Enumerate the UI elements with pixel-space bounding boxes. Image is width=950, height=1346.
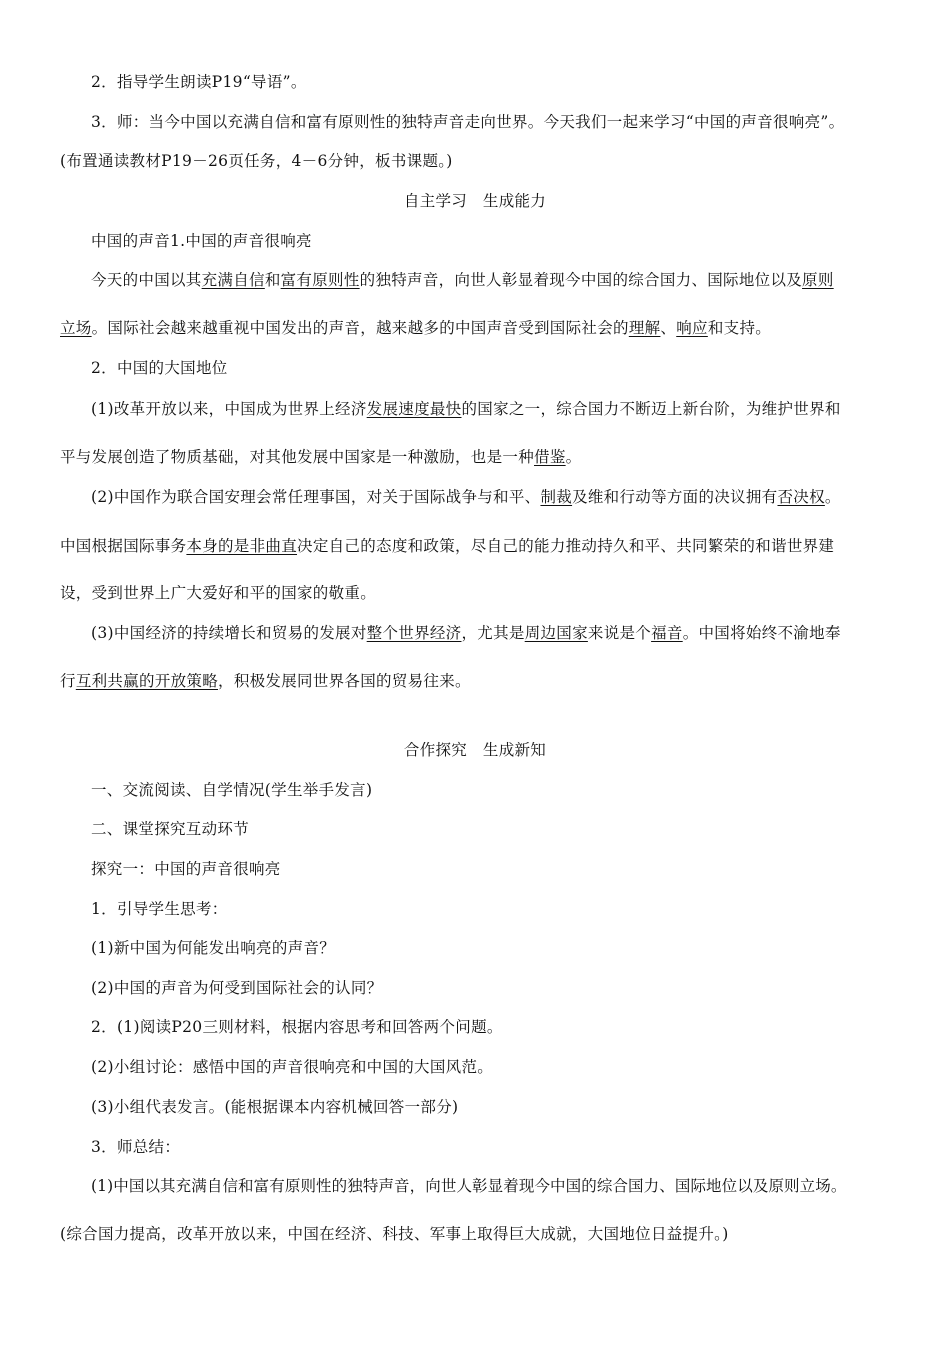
text-run: 中国根据国际事务 bbox=[60, 537, 187, 555]
cooperate-line-4: 1．引导学生思考： bbox=[91, 900, 228, 918]
underlined-term: 互利共赢的开放策略 bbox=[75, 672, 219, 690]
text-run: 和 bbox=[264, 271, 281, 289]
underlined-term: 原则 bbox=[802, 271, 834, 289]
underlined-term: 制裁 bbox=[540, 488, 573, 506]
text-run: 、 bbox=[660, 319, 677, 337]
text-run: 和支持。 bbox=[707, 319, 772, 337]
section-heading-cooperate: 合作探究 生成新知 bbox=[403, 741, 547, 759]
underlined-term: 否决权 bbox=[777, 488, 825, 506]
text-run: 来说是个 bbox=[587, 624, 652, 642]
cooperate-line-5: (1)新中国为何能发出响亮的声音？ bbox=[91, 939, 336, 957]
intro-note: (布置通读教材P19－26页任务，4－6分钟，板书课题。) bbox=[60, 152, 453, 170]
text-run: 。 bbox=[565, 448, 582, 466]
underlined-term: 借鉴 bbox=[534, 448, 566, 466]
paragraph-status-2-line-3: 设，受到世界上广大爱好和平的国家的敬重。 bbox=[60, 584, 377, 602]
cooperate-line-9: (3)小组代表发言。(能根据课本内容机械回答一部分) bbox=[91, 1098, 459, 1116]
underlined-term: 响应 bbox=[676, 319, 708, 337]
paragraph-voice-line-2 bbox=[0, 317, 950, 339]
paragraph-status-1-line-2 bbox=[0, 446, 950, 468]
text-run: (3)中国经济的持续增长和贸易的发展对 bbox=[91, 624, 367, 642]
text-run: 。中国将始终不渝地奉 bbox=[682, 624, 841, 642]
text-run: 的独特声音，向世人彰显着现今中国的综合国力、国际地位以及 bbox=[359, 271, 803, 289]
underlined-term: 周边国家 bbox=[524, 624, 588, 642]
underlined-term: 福音 bbox=[651, 624, 683, 642]
text-run: ，尤其是 bbox=[461, 624, 525, 642]
paragraph-status-3-line-2 bbox=[0, 670, 950, 692]
section-heading-self-study: 自主学习 生成能力 bbox=[403, 192, 547, 210]
text-run: 。 bbox=[824, 488, 841, 506]
intro-item-3: 3．师：当今中国以充满自信和富有原则性的独特声音走向世界。今天我们一起来学习“中国的声音很响亮”。 bbox=[91, 113, 845, 131]
text-run: 。国际社会越来越重视中国发出的声音，越来越多的中国声音受到国际社会的 bbox=[91, 319, 629, 337]
cooperate-line-3: 探究一：中国的声音很响亮 bbox=[91, 860, 281, 878]
underlined-term: 理解 bbox=[628, 319, 661, 337]
text-run: 行 bbox=[60, 672, 76, 690]
text-run: 的国家之一，综合国力不断迈上新台阶，为维护世界和 bbox=[461, 400, 841, 418]
intro-item-2: 2．指导学生朗读P19“导语”。 bbox=[91, 73, 307, 91]
paragraph-status-1-line-1 bbox=[0, 398, 950, 420]
underlined-term: 充满自信 bbox=[201, 271, 265, 289]
text-run: ，积极发展同世界各国的贸易往来。 bbox=[218, 672, 471, 690]
cooperate-line-6: (2)中国的声音为何受到国际社会的认同？ bbox=[91, 979, 383, 997]
cooperate-line-2: 二、课堂探究互动环节 bbox=[91, 820, 250, 838]
text-run: (2)中国作为联合国安理会常任理事国，对关于国际战争与和平、 bbox=[91, 488, 541, 506]
cooperate-line-11: (1)中国以其充满自信和富有原则性的独特声音，向世人彰显着现今中国的综合国力、国际地位以及原则立场。 bbox=[91, 1177, 847, 1195]
paragraph-status-2-line-2 bbox=[0, 535, 950, 557]
text-run: (1)改革开放以来，中国成为世界上经济 bbox=[91, 400, 367, 418]
subheading-chinese-voice: 中国的声音1.中国的声音很响亮 bbox=[91, 232, 312, 250]
cooperate-line-1: 一、交流阅读、自学情况(学生举手发言) bbox=[91, 781, 373, 799]
text-run: 决定自己的态度和政策，尽自己的能力推动持久和平、共同繁荣的和谐世界建 bbox=[297, 537, 835, 555]
cooperate-line-12: (综合国力提高，改革开放以来，中国在经济、科技、军事上取得巨大成就，大国地位日益提升。) bbox=[60, 1225, 729, 1243]
underlined-term: 富有原则性 bbox=[280, 271, 360, 289]
underlined-term: 立场 bbox=[60, 319, 92, 337]
cooperate-line-8: (2)小组讨论：感悟中国的声音很响亮和中国的大国风范。 bbox=[91, 1058, 494, 1076]
text-run: 平与发展创造了物质基础，对其他发展中国家是一种激励，也是一种 bbox=[60, 448, 535, 466]
cooperate-line-7: 2．(1)阅读P20三则材料，根据内容思考和回答两个问题。 bbox=[91, 1018, 503, 1036]
underlined-term: 本身的是非曲直 bbox=[186, 537, 298, 555]
paragraph-voice-line-1 bbox=[0, 269, 950, 291]
text-run: 及维和行动等方面的决议拥有 bbox=[572, 488, 778, 506]
paragraph-status-2-line-1 bbox=[0, 486, 950, 508]
subheading-great-power: 2．中国的大国地位 bbox=[91, 359, 228, 377]
underlined-term: 发展速度最快 bbox=[366, 400, 462, 418]
text-run: 今天的中国以其 bbox=[91, 271, 202, 289]
cooperate-line-10: 3．师总结： bbox=[91, 1138, 181, 1156]
underlined-term: 整个世界经济 bbox=[366, 624, 462, 642]
paragraph-status-3-line-1 bbox=[0, 622, 950, 644]
